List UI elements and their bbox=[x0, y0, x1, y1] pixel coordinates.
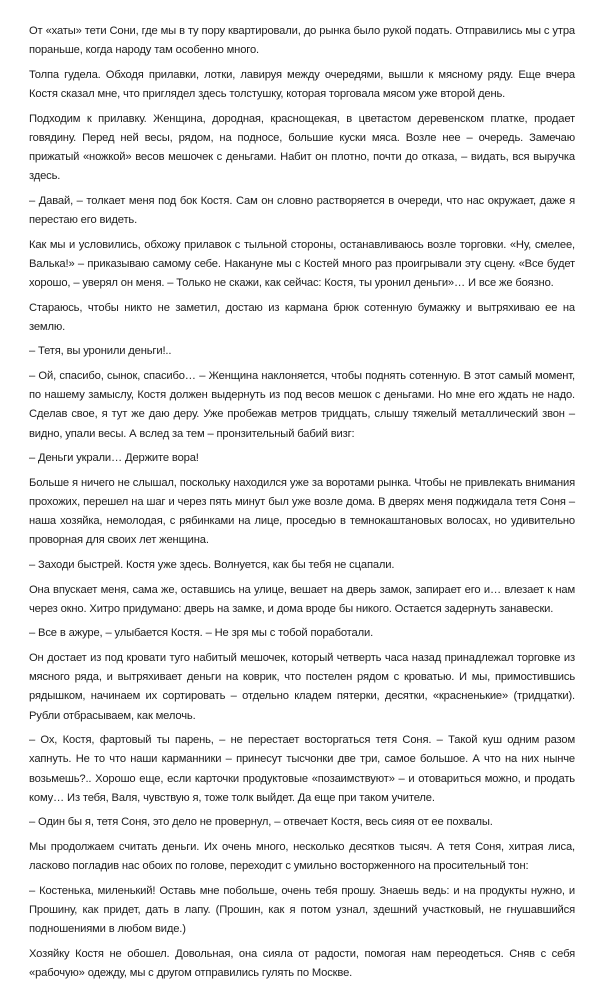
paragraph: Она впускает меня, сама же, оставшись на улице, вешает на дверь замок, запирает его и… влезает к нам через окно. Хитро придумано: дверь на замке, и дома вроде бы никого. Остается задернуть занавески. bbox=[29, 583, 575, 615]
paragraph: – Тетя, вы уронили деньги!.. bbox=[29, 345, 172, 358]
paragraph: Мы продолжаем считать деньги. Их очень много, несколько десятков тысяч. А тетя Соня, хитрая лиса, ласково погладив нас обоих по голове, переходит с умильно восторженного на просительный тон: bbox=[29, 840, 575, 873]
paragraph: – Все в ажуре, – улыбается Костя. – Не зря мы с тобой поработали. bbox=[29, 627, 374, 640]
paragraph: – Давай, – толкает меня под бок Костя. Сам он словно растворяется в очереди, что нас окружает, даже я перестаю его видеть. bbox=[29, 194, 575, 226]
paragraph: Хозяйку Костя не обошел. Довольная, она сияла от радости, помогая нам переодеться. Сняв с себя «рабочую» одежду, мы с другом отправились гулять по Москве. bbox=[29, 947, 575, 979]
paragraph: От «хаты» тети Сони, где мы в ту пору квартировали, до рынка было рукой подать. Отправились мы с утра пораньше, когда народу там особенно много. bbox=[29, 25, 575, 57]
paragraph: Он достает из под кровати туго набитый мешочек, который четверть часа назад принадлежал торговке из мясного ряда, и вытряхивает деньги на коврик, что постелен рядом с кроватью. И мы, примостившись рядышком, начинаем их сортировать – отдельно кладем пятерки, десятки, «красненькие» (тридцатки). Рубли отбрасываем, как мелочь. bbox=[29, 651, 575, 722]
paragraph: Подходим к прилавку. Женщина, дородная, краснощекая, в цветастом деревенском платке, продает говядину. Перед ней весы, рядом, на подносе, большие куски мяса. Возле нее – очередь. Замечаю прижатый «ножкой» весов мешочек с деньгами. Набит он плотно, почти до отказа, – видать, вся выручка здесь. bbox=[29, 112, 575, 183]
paragraph: – Ой, спасибо, сынок, спасибо… – Женщина наклоняется, чтобы поднять сотенную. В этот самый момент, по нашему замыслу, Костя должен выдернуть из под весов мешок с деньгами. Но мне его ждать не надо. Сделав свое, я тут же даю деру. Уже пробежав метров тридцать, слышу тяжелый металлический звон – видно, упали весы. А вслед за тем – пронзительный бабий визг: bbox=[29, 369, 575, 440]
paragraph: Как мы и условились, обхожу прилавок с тыльной стороны, останавливаюсь возле торговки. «Ну, смелее, Валька!» – приказываю самому себе. Накануне мы с Костей много раз проигрывали эту сцену. «Все будет хорошо, – уверял он меня. – Только не скажи, как сейчас: Костя, ты уронил деньги»… И все же боязно. bbox=[29, 238, 575, 289]
paragraph: – Один бы я, тетя Соня, это дело не провернул, – отвечает Костя, весь сияя от ее похвалы. bbox=[29, 816, 493, 829]
paragraph: – Заходи быстрей. Костя уже здесь. Волнуется, как бы тебя не сцапали. bbox=[29, 558, 395, 571]
paragraph: – Деньги украли… Держите вора! bbox=[29, 452, 199, 465]
paragraph: – Костенька, миленький! Оставь мне побольше, очень тебя прошу. Знаешь ведь: и на продукты нужно, и Прошину, как придет, дать в лапу. (Прошин, как я потом узнал, здешний участковый, не гнушавшийся подношениями в любом виде.) bbox=[29, 884, 575, 936]
paragraph: Толпа гудела. Обходя прилавки, лотки, лавируя между очередями, вышли к мясному ряду. Еще вчера Костя сказал мне, что приглядел здесь толстушку, которая торговала мясом уже второй день. bbox=[29, 68, 575, 100]
paragraph: Больше я ничего не слышал, поскольку находился уже за воротами рынка. Чтобы не привлекать внимания прохожих, перешел на шаг и через пять минут был уже возле дома. В дверях меня поджидала тетя Соня – наша хозяйка, немолодая, с рябинками на лице, проседью в темнокаштановых волосах, но удивительно проворная для своих лет женщина. bbox=[29, 476, 575, 547]
paragraph: – Ох, Костя, фартовый ты парень, – не перестает восторгаться тетя Соня. – Такой куш одним разом хапнуть. Не то что наши карманники – принесут тысчонки две три, самое большое. А что на них нынче возьмешь?.. Хорошо еще, если карточки продуктовые «позаимствуют» – и отовариться можно, и продать кому… Из тебя, Валя, чувствую я, тоже толк выйдет. Да еще при таком учителе. bbox=[29, 734, 575, 804]
document-page bbox=[29, 22, 575, 989]
paragraph: Стараюсь, чтобы никто не заметил, достаю из кармана брюк сотенную бумажку и вытряхиваю ее на землю. bbox=[29, 301, 575, 333]
